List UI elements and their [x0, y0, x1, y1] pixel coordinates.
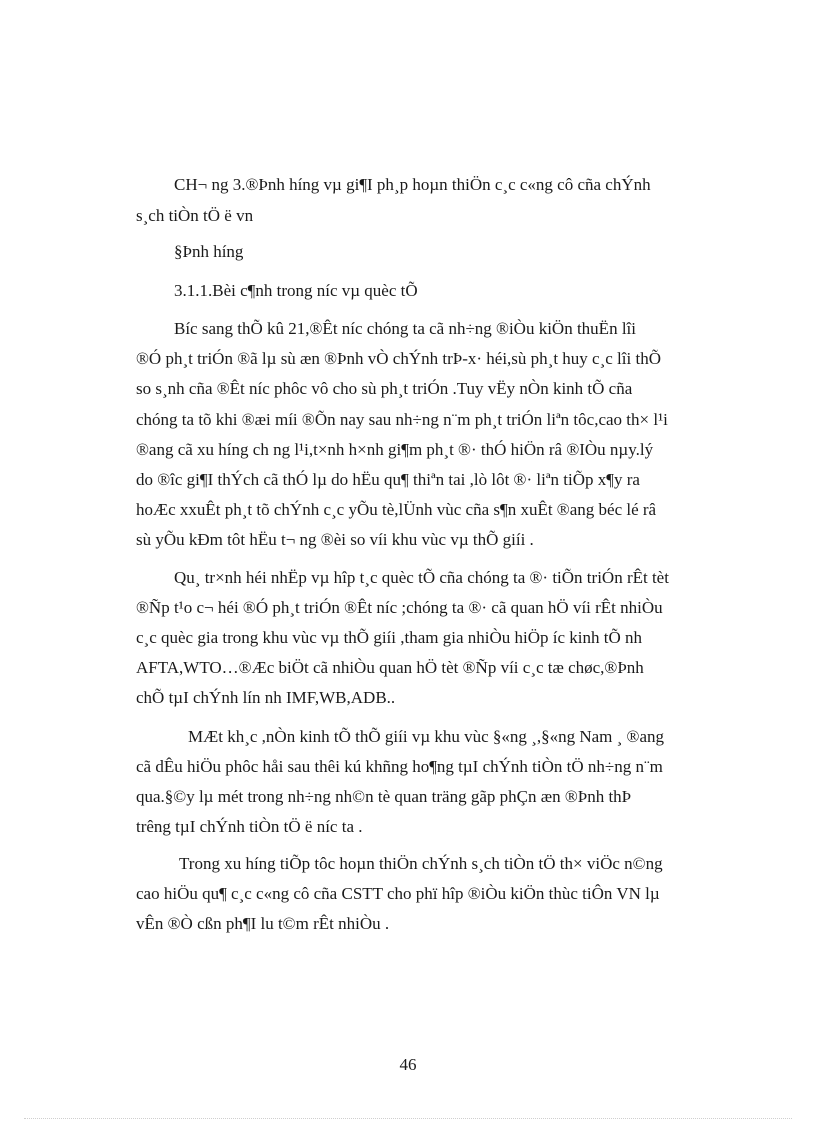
- paragraph-1-line: ®Ó ph¸t triÓn ®ã lµ sù æn ®Þnh vÒ chÝnh trÞ-x· héi,sù ph¸t huy c¸c lîi thÕ: [136, 349, 661, 368]
- paragraph-3-line: trêng tµI chÝnh tiÒn tÖ ë níc ta .: [136, 817, 363, 836]
- paragraph-2-line: AFTA,WTO…®Æc biÖt cã nhiÒu quan hÖ tèt ®Ñp víi c¸c tæ chøc,®Þnh: [136, 658, 644, 677]
- paragraph-3-line: qua.§©y lµ mét trong nh÷ng nh©n tè quan träng gãp phÇn æn ®Þnh thÞ: [136, 787, 632, 806]
- paragraph-1-line: so s¸nh cña ®Êt níc phôc vô cho sù ph¸t triÓn .Tuy vËy nÒn kinh tÕ cña: [136, 379, 633, 398]
- chapter-heading-line-2: s¸ch tiÒn tÖ ë vn: [136, 206, 254, 225]
- paragraph-1-line: do ®îc gi¶I thÝch cã thÓ lµ do hËu qu¶ thiªn tai ,lò lôt ®· liªn tiÕp x¶y ra: [136, 470, 640, 489]
- paragraph-1-line: ®ang cã xu híng ch ng l¹i,t×nh h×nh gi¶m ph¸t ®· thÓ hiÖn râ ®IÒu nµy.lý: [136, 440, 654, 459]
- chapter-heading-line-1: CH¬ ng 3.®Þnh híng vµ gi¶I ph¸p hoµn thiÖn c¸c c«ng cô cña chÝnh: [174, 175, 651, 194]
- paragraph-3-line: MÆt kh¸c ,nÒn kinh tÕ thÕ giíi vµ khu vùc §«ng ¸,§«ng Nam ¸ ®ang: [188, 727, 664, 746]
- paragraph-4-line: cao hiÖu qu¶ c¸c c«ng cô cña CSTT cho phï hîp ®iÒu kiÖn thùc tiÔn VN lµ: [136, 884, 660, 903]
- paragraph-4-line: vÊn ®Ò cßn ph¶I lu t©m rÊt nhiÒu .: [136, 914, 390, 933]
- paragraph-1-line: hoÆc xxuÊt ph¸t tõ chÝnh c¸c yÕu tè,lÜnh vùc cña s¶n xuÊt ®ang béc lé râ: [136, 500, 657, 519]
- subsection-heading: 3.1.1.Bèi c¶nh trong níc vµ quèc tÕ: [174, 281, 418, 300]
- section-heading: §Þnh híng: [174, 242, 244, 261]
- paragraph-2-line: c¸c quèc gia trong khu vùc vµ thÕ giíi ,tham gia nhiÒu hiÖp íc kinh tÕ nh: [136, 628, 643, 647]
- paragraph-4-line: Trong xu híng tiÕp tôc hoµn thiÖn chÝnh s¸ch tiÒn tÖ th× viÖc n©ng: [179, 854, 663, 873]
- paragraph-1-line: chóng ta tõ khi ®æi míi ®Õn nay sau nh÷ng n¨m ph¸t triÓn liªn tôc,cao th× l¹i: [136, 410, 668, 429]
- paragraph-1-line: Bíc sang thÕ kû 21,®Êt níc chóng ta cã nh÷ng ®iÒu kiÖn thuËn lîi: [174, 319, 636, 338]
- paragraph-2-line: chÕ tµI chÝnh lín nh IMF,WB,ADB..: [136, 688, 396, 707]
- paragraph-3-line: cã dÊu hiÖu phôc håi sau thêi kú khñng ho¶ng tµI chÝnh tiÒn tÖ nh÷ng n¨m: [136, 757, 663, 776]
- page-number: 46: [399, 1055, 417, 1074]
- paragraph-1-line: sù yÕu kÐm tôt hËu t¬ ng ®èi so víi khu vùc vµ thÕ giíi .: [136, 530, 534, 549]
- paragraph-2-line: ®Ñp t¹o c¬ héi ®Ó ph¸t triÓn ®Êt níc ;chóng ta ®· cã quan hÖ víi rÊt nhiÒu: [136, 598, 663, 617]
- paragraph-2-line: Qu¸ tr×nh héi nhËp vµ hîp t¸c quèc tÕ cña chóng ta ®· tiÕn triÓn rÊt tèt: [174, 568, 669, 587]
- footer-dotted-rule: [24, 1118, 792, 1119]
